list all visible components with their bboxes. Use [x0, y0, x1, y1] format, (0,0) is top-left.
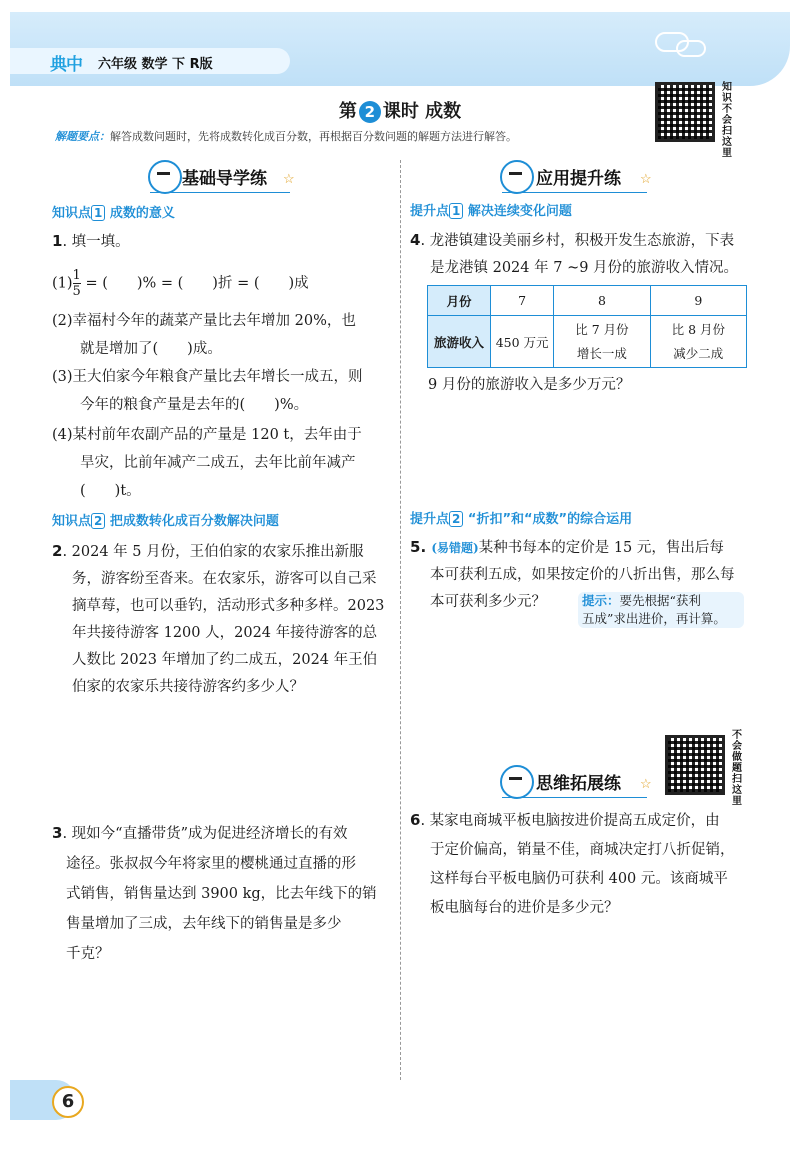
question-1-part-2: (2)幸福村今年的蔬菜产量比去年增加 20%，也 — [52, 313, 356, 329]
question-4-ask: 9 月份的旅游收入是多少万元？ — [428, 377, 631, 393]
section-underline — [502, 192, 647, 193]
question-1-part-4c: ( )t。 — [80, 483, 141, 499]
question-2: 2. 2024 年 5 月份，王伯伯家的农家乐推出新服 务，游客纷至沓来。在农家乐，游客可以自己采 摘草莓，也可以垂钓，活动形式多种多样。2023 年共接待游客 1200 人，2024 年接待游客的总 人数比 2023 年增加了约二成五，2024 年王伯 伯家的农家乐共接待游客约多少人？ — [52, 542, 385, 695]
table-cell: 450 万元 — [491, 316, 554, 368]
lesson-title: 第 2 课时 成数 — [338, 101, 462, 122]
hint-box: 提示：要先根据“获利 五成”求出进价，再计算。 — [578, 592, 744, 628]
star-icon: ☆ — [640, 172, 652, 187]
knowledge-point-2: 知识点 2 把成数转化成百分数解决问题 — [52, 514, 279, 529]
cloud-icon — [676, 40, 706, 57]
table-header-month: 月份 — [428, 286, 491, 316]
table-cell: 9 — [650, 286, 746, 316]
table-cell: 8 — [554, 286, 650, 316]
question-1-part-2b: 就是增加了( )成。 — [80, 341, 222, 357]
solving-tips: 解题要点：解答成数问题时，先将成数转化成百分数，再根据百分数问题的解题方法进行解答。 — [55, 130, 517, 143]
qr-label: 不会做题扫这里 — [732, 730, 742, 807]
question-1-part-4b: 旱灾，比前年减产二成五，去年比前年减产 — [80, 455, 356, 471]
qr-code-icon[interactable] — [665, 735, 725, 795]
star-icon: ☆ — [640, 777, 652, 792]
table-header-income: 旅游收入 — [428, 316, 491, 368]
lesson-number: 2 — [359, 101, 381, 123]
mascot-icon — [500, 160, 534, 194]
question-1-part-3b: 今年的粮食产量是去年的( )%。 — [80, 397, 309, 413]
section-underline — [150, 192, 290, 193]
logo: 典中 — [50, 55, 82, 75]
table-cell: 比 7 月份 增长一成 — [554, 316, 650, 368]
section-underline — [502, 797, 647, 798]
question-3: 3. 现如今“直播带货”成为促进经济增长的有效 途径。张叔叔今年将家里的樱桃通过直播的形 式销售，销售量达到 3900 kg，比去年线下的销 售量增加了三成，去年线下的销售量是多少 千克？ — [52, 824, 377, 962]
section-title-thinking: 思维拓展练 — [536, 774, 621, 794]
qr-label: 知识不会扫这里 — [722, 82, 732, 159]
tourism-income-table — [427, 285, 747, 368]
question-5: 5. (易错题)某种书每本的定价是 15 元，售出后每 本可获利五成，如果按定价的八折出售，那么每 本可获利多少元？ — [410, 538, 735, 610]
star-icon: ☆ — [283, 172, 295, 187]
subject-label: 六年级 数学 下 R版 — [98, 57, 213, 72]
qr-code-icon[interactable] — [655, 82, 715, 142]
table-cell: 7 — [491, 286, 554, 316]
section-title-applied: 应用提升练 — [536, 169, 621, 189]
mascot-icon — [500, 765, 534, 799]
knowledge-point-1: 知识点 1 成数的意义 — [52, 206, 175, 221]
improvement-point-2: 提升点 2 “折扣”和“成数”的综合运用 — [410, 512, 633, 527]
section-title-basic: 基础导学练 — [182, 169, 267, 189]
table-cell: 比 8 月份 减少二成 — [650, 316, 746, 368]
mascot-icon — [148, 160, 182, 194]
column-divider — [400, 160, 401, 1080]
question-1-stem: 1. 填一填。 — [52, 232, 130, 250]
improvement-point-1: 提升点 1 解决连续变化问题 — [410, 204, 572, 219]
question-1-part-3: (3)王大伯家今年粮食产量比去年增长一成五，则 — [52, 369, 363, 385]
page-number: 6 — [52, 1086, 84, 1118]
question-4: 4. 龙港镇建设美丽乡村，积极开发生态旅游，下表 是龙港镇 2024 年 7 ~9 月份的旅游收入情况。 — [410, 231, 739, 276]
question-6: 6. 某家电商城平板电脑按进价提高五成定价，由 于定价偏高，销量不佳，商城决定打八折促销， 这样每台平板电脑仍可获利 400 元。该商城平 板电脑每台的进价是多少元？ — [410, 811, 735, 916]
question-1-part-4: (4)某村前年农副产品的产量是 120 t，去年由于 — [52, 427, 362, 443]
question-1-part-1: (1) $\frac{1}{5}$ = ( )% = ( )折 = ( )成 — [52, 268, 309, 299]
